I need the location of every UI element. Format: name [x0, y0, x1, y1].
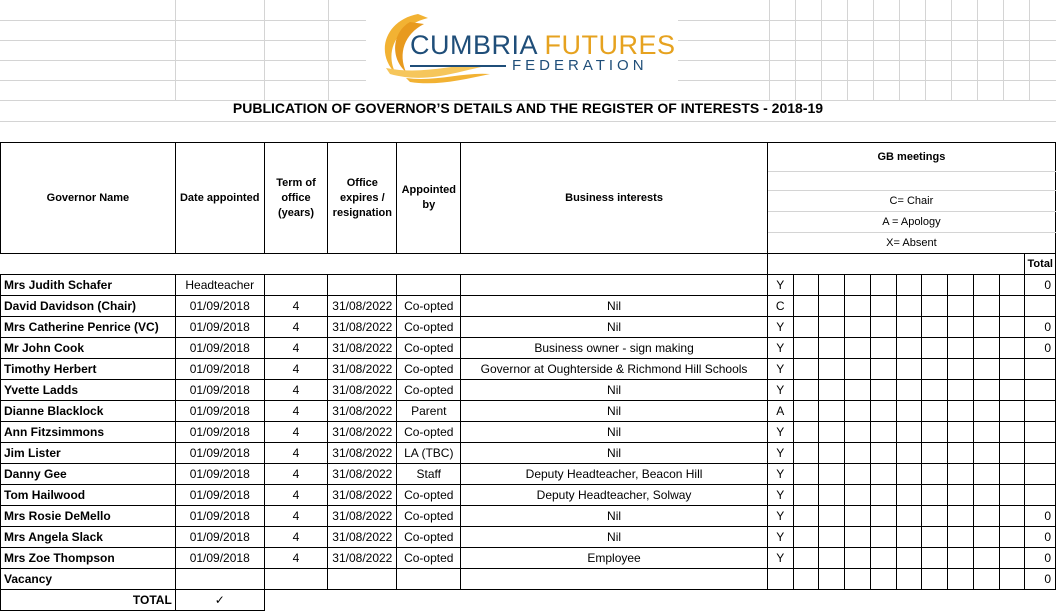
- checkmark-icon: ✓: [175, 590, 264, 611]
- spacer-cell: [767, 254, 1025, 275]
- meeting-7: [922, 317, 948, 338]
- header-business-interests: Business interests: [461, 143, 768, 254]
- meeting-2: [793, 548, 819, 569]
- header-appointed-by: Appointed by: [397, 143, 461, 254]
- table-row: [1, 506, 1056, 527]
- governor-name: Mrs Rosie DeMello: [1, 506, 176, 527]
- header-row: [1, 143, 1056, 172]
- meeting-4: [845, 338, 871, 359]
- meeting-7: [922, 527, 948, 548]
- header-gb-blank: [767, 172, 1055, 191]
- meeting-8: [948, 275, 974, 296]
- date-appointed: 01/09/2018: [175, 485, 264, 506]
- page-title: PUBLICATION OF GOVERNOR’S DETAILS AND THE REGISTER OF INTERESTS - 2018-19: [232, 100, 824, 116]
- date-appointed: Headteacher: [175, 275, 264, 296]
- meeting-9: [973, 275, 999, 296]
- meeting-2: [793, 296, 819, 317]
- meeting-4: [845, 569, 871, 590]
- term-of-office: 4: [264, 527, 328, 548]
- meeting-3: [819, 380, 845, 401]
- governor-name: Ann Fitzsimmons: [1, 422, 176, 443]
- logo-rule: [410, 65, 506, 67]
- table-row: [1, 569, 1056, 590]
- meeting-8: [948, 401, 974, 422]
- table-row: [1, 485, 1056, 506]
- attendance-total: [1025, 422, 1056, 443]
- attendance-total: 0: [1025, 527, 1056, 548]
- meeting-4: [845, 275, 871, 296]
- meeting-2: [793, 338, 819, 359]
- meeting-5: [870, 317, 896, 338]
- term-of-office: 4: [264, 380, 328, 401]
- footer-blank: [264, 590, 1055, 611]
- meeting-9: [973, 464, 999, 485]
- meeting-2: [793, 380, 819, 401]
- meeting-3: [819, 464, 845, 485]
- meeting-3: [819, 422, 845, 443]
- meeting-6: [896, 422, 922, 443]
- meeting-8: [948, 548, 974, 569]
- term-of-office: 4: [264, 485, 328, 506]
- attendance-total: [1025, 443, 1056, 464]
- meeting-6: [896, 443, 922, 464]
- office-expires: 31/08/2022: [328, 317, 397, 338]
- meeting-6: [896, 401, 922, 422]
- meeting-9: [973, 359, 999, 380]
- business-interests: Nil: [461, 443, 768, 464]
- table-row: [1, 380, 1056, 401]
- office-expires: 31/08/2022: [328, 359, 397, 380]
- meeting-4: [845, 380, 871, 401]
- meeting-8: [948, 464, 974, 485]
- meeting-10: [999, 485, 1025, 506]
- meeting-1: Y: [767, 443, 793, 464]
- meeting-8: [948, 485, 974, 506]
- date-appointed: [175, 569, 264, 590]
- meeting-2: [793, 485, 819, 506]
- header-term-of-office: Term of office (years): [264, 143, 328, 254]
- meeting-9: [973, 443, 999, 464]
- attendance-total: 0: [1025, 548, 1056, 569]
- key-apology: A = Apology: [767, 212, 1055, 233]
- meeting-7: [922, 506, 948, 527]
- meeting-6: [896, 275, 922, 296]
- table-row: [1, 527, 1056, 548]
- meeting-10: [999, 275, 1025, 296]
- office-expires: 31/08/2022: [328, 506, 397, 527]
- meeting-3: [819, 401, 845, 422]
- meeting-10: [999, 296, 1025, 317]
- meeting-1: Y: [767, 359, 793, 380]
- appointed-by: Parent: [397, 401, 461, 422]
- total-row: [1, 590, 1056, 611]
- meeting-7: [922, 443, 948, 464]
- meeting-6: [896, 506, 922, 527]
- table-row: [1, 359, 1056, 380]
- date-appointed: 01/09/2018: [175, 422, 264, 443]
- meeting-8: [948, 443, 974, 464]
- meeting-6: [896, 548, 922, 569]
- meeting-1: Y: [767, 422, 793, 443]
- meeting-10: [999, 506, 1025, 527]
- meeting-1: Y: [767, 548, 793, 569]
- meeting-9: [973, 422, 999, 443]
- meeting-7: [922, 569, 948, 590]
- meeting-1: A: [767, 401, 793, 422]
- office-expires: 31/08/2022: [328, 485, 397, 506]
- header-office-expires: Office expires / resignation: [328, 143, 397, 254]
- term-of-office: 4: [264, 359, 328, 380]
- meeting-7: [922, 275, 948, 296]
- business-interests: Nil: [461, 422, 768, 443]
- term-of-office: 4: [264, 443, 328, 464]
- date-appointed: 01/09/2018: [175, 296, 264, 317]
- business-interests: Nil: [461, 401, 768, 422]
- appointed-by: Co-opted: [397, 506, 461, 527]
- meeting-5: [870, 527, 896, 548]
- meeting-5: [870, 296, 896, 317]
- meeting-1: Y: [767, 464, 793, 485]
- header-gb-meetings: GB meetings: [767, 143, 1055, 172]
- attendance-total: [1025, 401, 1056, 422]
- meeting-5: [870, 422, 896, 443]
- meeting-6: [896, 569, 922, 590]
- meeting-10: [999, 338, 1025, 359]
- meeting-10: [999, 443, 1025, 464]
- appointed-by: Co-opted: [397, 422, 461, 443]
- term-of-office: 4: [264, 401, 328, 422]
- meeting-2: [793, 317, 819, 338]
- meeting-6: [896, 485, 922, 506]
- meeting-8: [948, 338, 974, 359]
- meeting-8: [948, 422, 974, 443]
- meeting-4: [845, 359, 871, 380]
- business-interests: Deputy Headteacher, Beacon Hill: [461, 464, 768, 485]
- meeting-7: [922, 464, 948, 485]
- office-expires: 31/08/2022: [328, 296, 397, 317]
- meeting-7: [922, 338, 948, 359]
- governor-name: Jim Lister: [1, 443, 176, 464]
- appointed-by: Co-opted: [397, 527, 461, 548]
- date-appointed: 01/09/2018: [175, 548, 264, 569]
- term-of-office: 4: [264, 548, 328, 569]
- office-expires: 31/08/2022: [328, 527, 397, 548]
- date-appointed: 01/09/2018: [175, 443, 264, 464]
- governor-name: David Davidson (Chair): [1, 296, 176, 317]
- term-of-office: [264, 275, 328, 296]
- meeting-3: [819, 548, 845, 569]
- attendance-total: 0: [1025, 275, 1056, 296]
- attendance-total: [1025, 380, 1056, 401]
- meeting-3: [819, 359, 845, 380]
- office-expires: [328, 275, 397, 296]
- header-total: Total: [1025, 254, 1056, 275]
- meeting-7: [922, 380, 948, 401]
- meeting-2: [793, 506, 819, 527]
- meeting-9: [973, 485, 999, 506]
- register-table: [0, 142, 1056, 611]
- meeting-5: [870, 485, 896, 506]
- business-interests: Deputy Headteacher, Solway: [461, 485, 768, 506]
- office-expires: 31/08/2022: [328, 422, 397, 443]
- table-row: [1, 296, 1056, 317]
- table-row: [1, 275, 1056, 296]
- meeting-10: [999, 401, 1025, 422]
- meeting-5: [870, 443, 896, 464]
- governor-name: Mrs Judith Schafer: [1, 275, 176, 296]
- office-expires: 31/08/2022: [328, 464, 397, 485]
- meeting-3: [819, 296, 845, 317]
- appointed-by: Co-opted: [397, 380, 461, 401]
- office-expires: 31/08/2022: [328, 401, 397, 422]
- meeting-9: [973, 380, 999, 401]
- appointed-by: Co-opted: [397, 338, 461, 359]
- business-interests: Nil: [461, 380, 768, 401]
- attendance-total: 0: [1025, 317, 1056, 338]
- governor-name: Mrs Angela Slack: [1, 527, 176, 548]
- spacer-cell: [1, 254, 768, 275]
- meeting-6: [896, 380, 922, 401]
- date-appointed: 01/09/2018: [175, 506, 264, 527]
- meeting-4: [845, 443, 871, 464]
- meeting-9: [973, 338, 999, 359]
- meeting-8: [948, 380, 974, 401]
- meeting-8: [948, 506, 974, 527]
- office-expires: [328, 569, 397, 590]
- table-row: [1, 464, 1056, 485]
- table-row: [1, 338, 1056, 359]
- governor-name: Tom Hailwood: [1, 485, 176, 506]
- meeting-2: [793, 569, 819, 590]
- meeting-9: [973, 506, 999, 527]
- meeting-3: [819, 506, 845, 527]
- meeting-5: [870, 464, 896, 485]
- meeting-10: [999, 527, 1025, 548]
- meeting-5: [870, 275, 896, 296]
- business-interests: [461, 569, 768, 590]
- term-of-office: 4: [264, 506, 328, 527]
- meeting-10: [999, 317, 1025, 338]
- governor-name: Yvette Ladds: [1, 380, 176, 401]
- business-interests: Business owner - sign making: [461, 338, 768, 359]
- governor-name: Danny Gee: [1, 464, 176, 485]
- meeting-3: [819, 338, 845, 359]
- meeting-1: Y: [767, 506, 793, 527]
- meeting-6: [896, 296, 922, 317]
- meeting-6: [896, 317, 922, 338]
- meeting-4: [845, 296, 871, 317]
- meeting-6: [896, 527, 922, 548]
- attendance-total: [1025, 359, 1056, 380]
- meeting-3: [819, 485, 845, 506]
- governor-name: Dianne Blacklock: [1, 401, 176, 422]
- term-of-office: 4: [264, 338, 328, 359]
- meeting-9: [973, 569, 999, 590]
- meeting-1: Y: [767, 275, 793, 296]
- meeting-5: [870, 506, 896, 527]
- meeting-3: [819, 527, 845, 548]
- meeting-9: [973, 317, 999, 338]
- meeting-1: [767, 569, 793, 590]
- meeting-1: C: [767, 296, 793, 317]
- term-of-office: 4: [264, 464, 328, 485]
- business-interests: Governor at Oughterside & Richmond Hill Schools: [461, 359, 768, 380]
- meeting-1: Y: [767, 527, 793, 548]
- meeting-2: [793, 464, 819, 485]
- meeting-1: Y: [767, 485, 793, 506]
- meeting-2: [793, 422, 819, 443]
- attendance-total: [1025, 296, 1056, 317]
- date-appointed: 01/09/2018: [175, 380, 264, 401]
- table-row: [1, 443, 1056, 464]
- meeting-10: [999, 464, 1025, 485]
- meeting-1: Y: [767, 317, 793, 338]
- meeting-5: [870, 401, 896, 422]
- meeting-5: [870, 380, 896, 401]
- appointed-by: [397, 275, 461, 296]
- meeting-2: [793, 401, 819, 422]
- logo-word-cumbria: CUMBRIA: [410, 30, 537, 60]
- meeting-4: [845, 506, 871, 527]
- appointed-by: LA (TBC): [397, 443, 461, 464]
- table-row: [1, 401, 1056, 422]
- attendance-total: [1025, 485, 1056, 506]
- meeting-8: [948, 569, 974, 590]
- meeting-3: [819, 443, 845, 464]
- meeting-4: [845, 485, 871, 506]
- meeting-3: [819, 317, 845, 338]
- meeting-6: [896, 359, 922, 380]
- date-appointed: 01/09/2018: [175, 527, 264, 548]
- governor-name: Timothy Herbert: [1, 359, 176, 380]
- term-of-office: 4: [264, 422, 328, 443]
- attendance-total: 0: [1025, 569, 1056, 590]
- governor-name: Mrs Catherine Penrice (VC): [1, 317, 176, 338]
- attendance-total: 0: [1025, 338, 1056, 359]
- meeting-7: [922, 359, 948, 380]
- meeting-9: [973, 527, 999, 548]
- table-row: [1, 317, 1056, 338]
- term-of-office: 4: [264, 296, 328, 317]
- meeting-10: [999, 548, 1025, 569]
- meeting-2: [793, 527, 819, 548]
- business-interests: [461, 275, 768, 296]
- meeting-4: [845, 422, 871, 443]
- meeting-6: [896, 338, 922, 359]
- date-appointed: 01/09/2018: [175, 401, 264, 422]
- meeting-8: [948, 317, 974, 338]
- meeting-7: [922, 548, 948, 569]
- total-label-row: [1, 254, 1056, 275]
- date-appointed: 01/09/2018: [175, 317, 264, 338]
- meeting-5: [870, 569, 896, 590]
- logo-word-futures: FUTURES: [544, 30, 676, 60]
- meeting-4: [845, 548, 871, 569]
- term-of-office: 4: [264, 317, 328, 338]
- attendance-total: 0: [1025, 506, 1056, 527]
- business-interests: Nil: [461, 527, 768, 548]
- business-interests: Nil: [461, 317, 768, 338]
- table-row: [1, 422, 1056, 443]
- office-expires: 31/08/2022: [328, 443, 397, 464]
- governor-name: Mrs Zoe Thompson: [1, 548, 176, 569]
- date-appointed: 01/09/2018: [175, 359, 264, 380]
- meeting-10: [999, 569, 1025, 590]
- logo-subtitle: FEDERATION: [512, 57, 648, 74]
- meeting-5: [870, 338, 896, 359]
- meeting-4: [845, 317, 871, 338]
- meeting-9: [973, 548, 999, 569]
- office-expires: 31/08/2022: [328, 380, 397, 401]
- appointed-by: [397, 569, 461, 590]
- meeting-3: [819, 275, 845, 296]
- meeting-1: Y: [767, 338, 793, 359]
- total-label: TOTAL: [1, 590, 176, 611]
- appointed-by: Co-opted: [397, 317, 461, 338]
- key-chair: C= Chair: [767, 191, 1055, 212]
- meeting-10: [999, 380, 1025, 401]
- date-appointed: 01/09/2018: [175, 338, 264, 359]
- office-expires: 31/08/2022: [328, 338, 397, 359]
- appointed-by: Co-opted: [397, 359, 461, 380]
- appointed-by: Co-opted: [397, 548, 461, 569]
- business-interests: Employee: [461, 548, 768, 569]
- appointed-by: Co-opted: [397, 485, 461, 506]
- appointed-by: Staff: [397, 464, 461, 485]
- meeting-8: [948, 527, 974, 548]
- meeting-10: [999, 359, 1025, 380]
- meeting-3: [819, 569, 845, 590]
- meeting-5: [870, 359, 896, 380]
- meeting-4: [845, 527, 871, 548]
- term-of-office: [264, 569, 328, 590]
- business-interests: Nil: [461, 506, 768, 527]
- header-governor-name: Governor Name: [1, 143, 176, 254]
- meeting-7: [922, 422, 948, 443]
- meeting-8: [948, 296, 974, 317]
- meeting-4: [845, 464, 871, 485]
- office-expires: 31/08/2022: [328, 548, 397, 569]
- meeting-2: [793, 443, 819, 464]
- meeting-2: [793, 359, 819, 380]
- meeting-10: [999, 422, 1025, 443]
- meeting-2: [793, 275, 819, 296]
- meeting-9: [973, 401, 999, 422]
- date-appointed: 01/09/2018: [175, 464, 264, 485]
- meeting-7: [922, 296, 948, 317]
- attendance-total: [1025, 464, 1056, 485]
- table-row: [1, 548, 1056, 569]
- meeting-4: [845, 401, 871, 422]
- meeting-9: [973, 296, 999, 317]
- appointed-by: Co-opted: [397, 296, 461, 317]
- governor-name: Mr John Cook: [1, 338, 176, 359]
- key-absent: X= Absent: [767, 233, 1055, 254]
- meeting-8: [948, 359, 974, 380]
- header-date-appointed: Date appointed: [175, 143, 264, 254]
- meeting-7: [922, 401, 948, 422]
- meeting-6: [896, 464, 922, 485]
- meeting-7: [922, 485, 948, 506]
- governor-name: Vacancy: [1, 569, 176, 590]
- business-interests: Nil: [461, 296, 768, 317]
- meeting-1: Y: [767, 380, 793, 401]
- meeting-5: [870, 548, 896, 569]
